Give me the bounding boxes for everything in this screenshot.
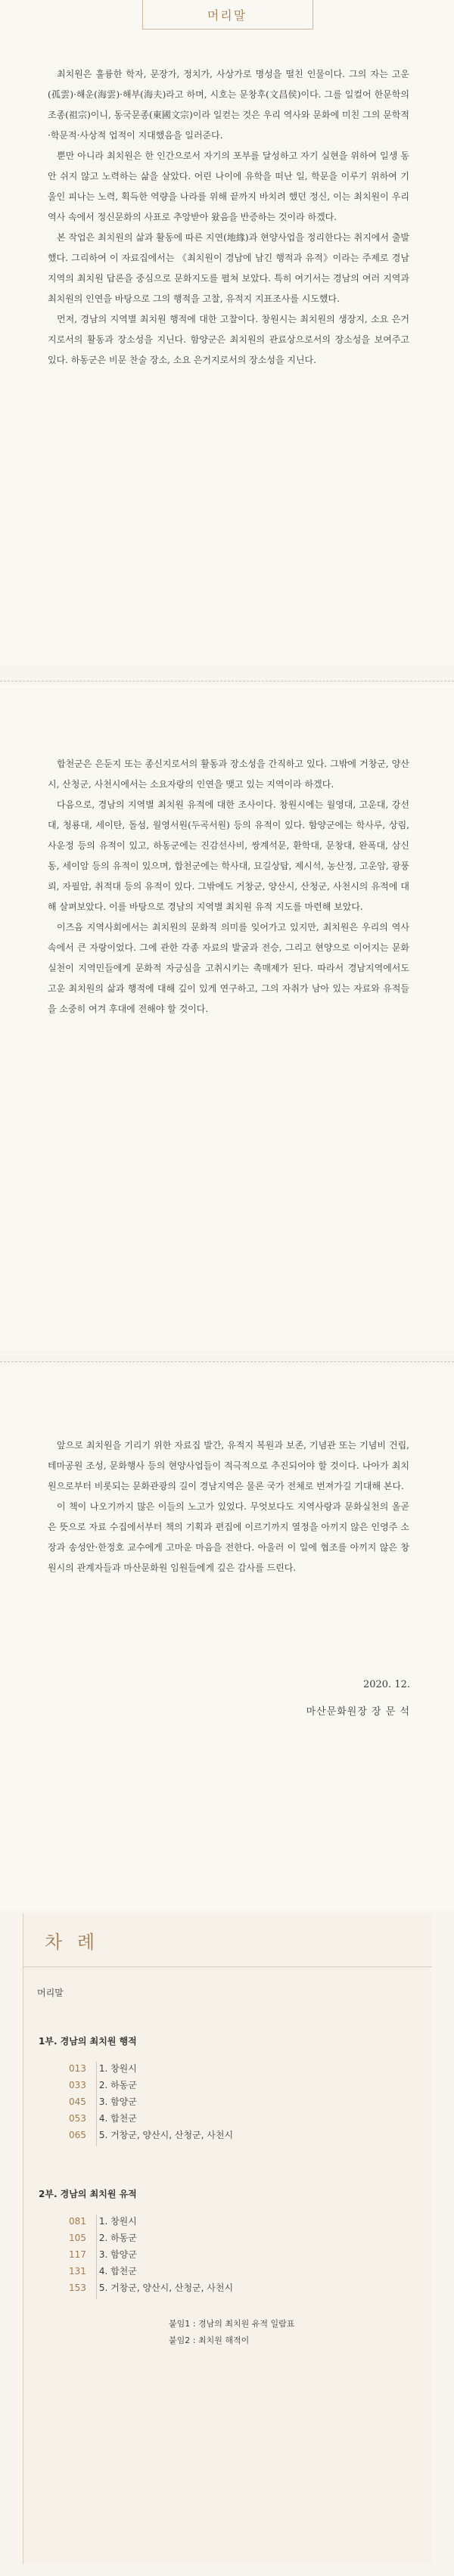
toc-entry-label: 1. 창원시: [98, 2216, 137, 2227]
toc-page-number: 117: [69, 2249, 86, 2260]
page-title: 머리말: [207, 8, 247, 23]
toc-preface[interactable]: 머리말: [37, 1988, 64, 1998]
toc-entry-label: 2. 하동군: [98, 2233, 137, 2243]
toc-entry-label: 2. 하동군: [98, 2080, 137, 2090]
toc-page-number: 033: [69, 2080, 86, 2090]
toc-page-number: 053: [69, 2113, 86, 2124]
toc-entry[interactable]: [69, 2062, 137, 2077]
preface-page-1: [0, 0, 454, 666]
preface-page-3: [0, 1366, 454, 1910]
paragraph: 앞으로 최치원을 기리기 위한 자료집 발간, 유적지 복원과 보존, 기념관 또는 기념비 건립, 테마공원 조성, 문화행사 등의 현양사업들이 적극적으로 추진되어야 할 것이다. 나아가 최치원으로부터 비롯되는 문화관광의 길이 경남지역은 물론 국가 전체로 번져가길 기대해 본다.: [48, 1440, 409, 1491]
toc-entry-label: 5. 거창군, 양산시, 산청군, 사천시: [98, 2130, 234, 2140]
paragraph: 이 책이 나오기까지 많은 이들의 노고가 있었다. 무엇보다도 지역사랑과 문화실천의 올곧은 뜻으로 자료 수집에서부터 책의 기획과 편집에 이르기까지 열정을 아끼지 않은 인영주 소장과 송성안·한정호 교수에게 고마운 마음을 전한다. 아울러 이 일에 협조를 아끼지 않은 창원시의 관계자들과 마산문화원 임원들에게 깊은 감사를 드린다.: [48, 1501, 409, 1573]
paragraph: 먼저, 경남의 지역별 최치원 행적에 대한 고찰이다. 창원시는 최치원의 생장지, 소요 은거지로서의 활동과 장소성을 지닌다. 함양군은 최치원의 관료상으로서의 장소성을 보여주고 있다. 하동군은 비문 찬술 장소, 소요 은거지로서의 장소성을 지닌다.: [48, 314, 409, 365]
table-of-contents: [23, 1913, 432, 2564]
toc-page-number: 013: [69, 2063, 86, 2074]
preface-block-1: [48, 64, 409, 371]
toc-entry[interactable]: [69, 2231, 137, 2246]
toc-entry[interactable]: [69, 2078, 137, 2093]
toc-page-number: 131: [69, 2266, 86, 2277]
paragraph: 최치원은 훌륭한 학자, 문장가, 정치가, 사상가로 명성을 떨친 인물이다. 그의 자는 고운(孤雲)·해운(海雲)·해부(海夫)라고 하며, 시호는 문창후(文昌侯)이다. 그를 일컬어 한문학의 조종(祖宗)이니, 동국문종(東國文宗)이라 일컫는 것은 우리 역사와 문화에 미친 그의 문학적·학문적·사상적 업적이 지대했음을 일러준다.: [48, 69, 409, 141]
paragraph: 이즈음 지역사회에서는 최치원의 문화적 의미를 잊어가고 있지만, 최치원은 우리의 역사 속에서 큰 자랑이었다. 그에 관한 각종 자료의 발굴과 전승, 그리고 현양으로 이어지는 문화실천이 지역민들에게 문화적 자긍심을 고취시키는 촉매제가 된다. 따라서 경남지역에서도 고운 최치원의 삶과 행적에 대해 깊이 있게 연구하고, 그의 자취가 남아 있는 자료와 유적들을 소중히 여겨 후대에 전해야 할 것이다.: [48, 922, 409, 1014]
toc-entry[interactable]: [69, 2281, 233, 2296]
toc-entry-label: 4. 합천군: [98, 2266, 137, 2277]
toc-page-number: 045: [69, 2096, 86, 2107]
toc-part-2-title: 2부. 경남의 최치원 유적: [39, 2189, 137, 2199]
paragraph: 다음으로, 경남의 지역별 최치원 유적에 대한 조사이다. 창원시에는 월영대, 고운대, 강선대, 청룡대, 세이탄, 돌섬, 월영서원(두곡서원) 등의 유적이 있다. 함양군에는 학사루, 상림, 사운정 등의 유적이 있고, 하동군에는 진감선사비, 쌍계석문, 환학대, 문창대, 완폭대, 삼신동, 세이암 등의 유적이 있으며, 합천군에는 학사대, 묘길상탑, 제시석, 농산정, 고운암, 광풍뢰, 자필암, 취적대 등의 유적이 있다. 그밖에도 거창군, 양산시, 산청군, 사천시의 유적에 대해 살펴보았다. 이를 바탕으로 경남의 지역별 최치원 유적 지도를 마련해 보았다.: [48, 799, 409, 912]
toc-part-1-title: 1부. 경남의 최치원 행적: [39, 2036, 137, 2047]
toc-entry-label: 4. 합천군: [98, 2113, 137, 2124]
toc-page-number: 081: [69, 2216, 86, 2227]
toc-appendix-1[interactable]: 붙임1 : 경남의 최치원 유적 일람표: [169, 2319, 295, 2329]
paragraph: 본 작업은 최치원의 삶과 활동에 따른 지연(地緣)과 현양사업을 정리한다는 취지에서 출발했다. 그리하여 이 자료집에서는 《최치원이 경남에 남긴 행적과 유적》이라는 주제로 경남지역의 최치원 답론을 중심으로 문화지도를 펼쳐 보았다. 특히 여기서는 경남의 여러 지역과 최치원의 인연을 바탕으로 그의 행적을 고찰, 유적지 지표조사를 시도했다.: [48, 232, 409, 304]
toc-entry[interactable]: [69, 2264, 137, 2280]
toc-appendix-2[interactable]: 붙임2 : 최치원 해적이: [169, 2335, 250, 2345]
preface-block-3: [48, 1435, 409, 1578]
toc-entry-label: 1. 창원시: [98, 2063, 137, 2074]
toc-entry-label: 5. 거창군, 양산시, 산청군, 사천시: [98, 2283, 234, 2293]
preface-date: 2020. 12.: [362, 1679, 410, 1690]
toc-entry-label: 3. 함양군: [98, 2249, 137, 2260]
paragraph: 합천군은 은둔지 또는 종신지로서의 활동과 장소성을 간직하고 있다. 그밖에 거창군, 양산시, 산청군, 사천시에서는 소요자랑의 인연을 맺고 있는 지역이라 하겠다.: [48, 759, 409, 790]
preface-signature: 마산문화원장 장 문 석: [306, 1706, 410, 1718]
toc-page-number: 105: [69, 2233, 86, 2243]
toc-entry[interactable]: [69, 2112, 137, 2127]
paragraph: 뿐만 아니라 최치원은 한 인간으로서 자기의 포부를 달성하고 자기 실현을 위하여 일생 동안 쉬지 않고 노력하는 삶을 살았다. 어린 나이에 유학을 떠난 일, 학문을 이루기 위하여 기울인 피나는 노력, 획득한 역량을 나라를 위해 끝까지 바치려 했던 정신, 이는 최치원이 우리 역사 속에서 정신문화의 사표로 추앙받아 왔음을 반증하는 것이라 하겠다.: [48, 151, 409, 222]
toc-header: [23, 1913, 432, 1967]
toc-entry-label: 3. 함양군: [98, 2096, 137, 2107]
toc-page-number: 153: [69, 2283, 86, 2293]
toc-entry[interactable]: [69, 2248, 137, 2263]
toc-title: 차 례: [45, 1932, 99, 1953]
preface-block-2: [48, 754, 409, 1020]
toc-entry[interactable]: [69, 2214, 137, 2230]
page-divider: [0, 1361, 454, 1362]
toc-page-number: 065: [69, 2130, 86, 2140]
preface-page-2: [0, 684, 454, 1350]
toc-entry[interactable]: [69, 2128, 233, 2143]
toc-entry[interactable]: [69, 2095, 137, 2110]
